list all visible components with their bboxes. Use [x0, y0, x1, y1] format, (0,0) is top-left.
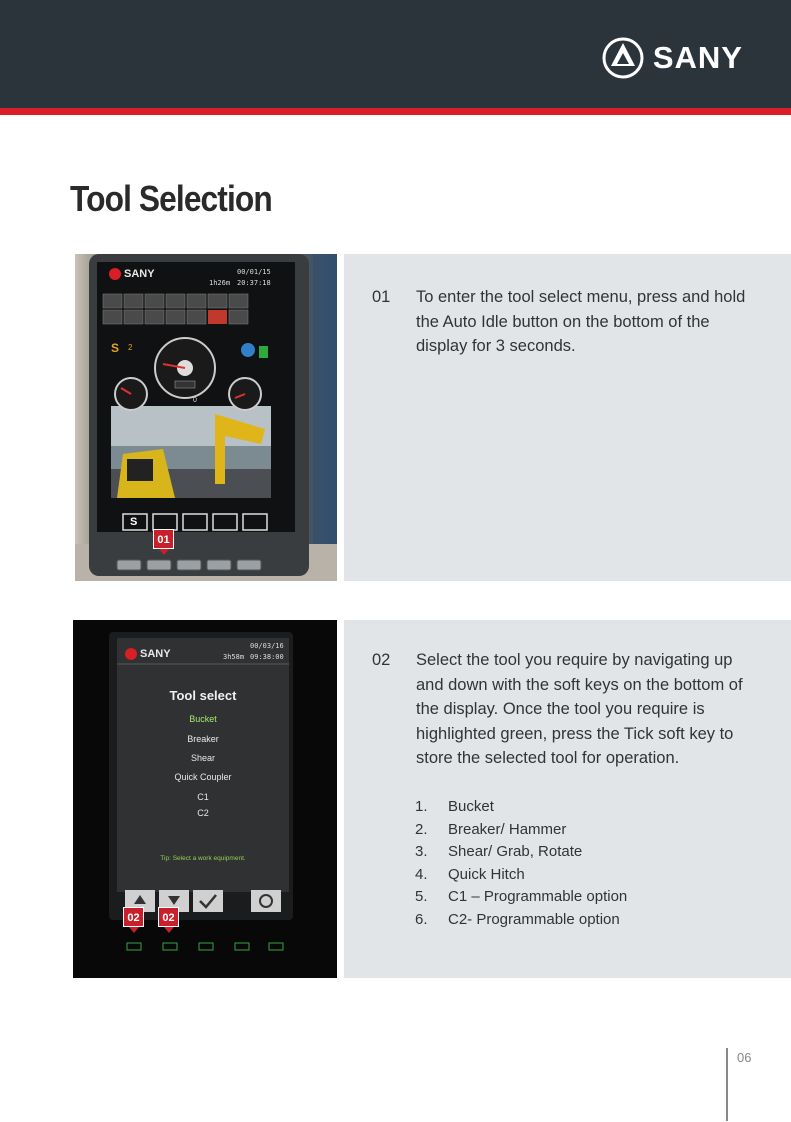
page-number: 06 [737, 1050, 752, 1065]
callout-01: 01 [153, 529, 174, 549]
list-item-number: 2. [415, 820, 428, 838]
display-time: 20:37:18 [237, 279, 271, 287]
list-item-number: 6. [415, 910, 428, 928]
tool-option-breaker[interactable]: Breaker [187, 734, 219, 744]
list-item-number: 3. [415, 843, 428, 861]
callout-02-down: 02 [158, 907, 179, 927]
page-number-rule [726, 1048, 728, 1121]
step2 [372, 648, 746, 771]
list-item-label: C2- Programmable option [448, 910, 620, 928]
tool-option-shear[interactable]: Shear [190, 753, 216, 763]
list-item-number: 1. [415, 798, 428, 815]
list-item-number: 5. [415, 888, 428, 906]
list-item-label: C1 – Programmable option [448, 888, 628, 906]
display-tip: Tip: Select a work equipment. [160, 855, 246, 862]
fuel-reading: 0 [193, 397, 197, 404]
list-item-label: Bucket [448, 798, 494, 815]
accent-stripe [0, 108, 791, 115]
display-date: 00/01/15 [237, 268, 271, 276]
tool-select-title: Tool select [169, 688, 237, 703]
list-item [415, 909, 627, 932]
display-time: 09:38:00 [250, 653, 284, 661]
display-hours: 1h26m [209, 279, 231, 287]
tool-list [415, 796, 627, 932]
step1-text: To enter the tool select menu, press and hold the Auto Idle button on the bottom of the display for 3 seconds. [416, 288, 746, 355]
display-date: 00/03/16 [250, 642, 284, 650]
speed-mode-label: S [111, 341, 120, 355]
step1-number: 01 [372, 288, 391, 306]
display-brand-text: SANY [124, 268, 155, 280]
display-hours: 3h58m [223, 653, 245, 661]
step2-text: Select the tool you require by navigating up and down with the soft keys on the bottom of the display. Once the tool you require is highlighted green, press the Tick soft key to store the selected tool for operation. [416, 651, 743, 767]
list-item [415, 841, 627, 864]
speed-mode-value: 2 [128, 343, 133, 352]
sany-emblem-icon [601, 36, 645, 80]
callout-02-up: 02 [123, 907, 144, 927]
step1-panel [344, 254, 791, 581]
display-brand [125, 648, 171, 660]
step1 [372, 285, 746, 359]
list-item [415, 864, 627, 887]
tool-option-quick-coupler[interactable]: Quick Coupler [174, 772, 232, 782]
soft-key-s[interactable]: S [130, 516, 138, 528]
display-brand [109, 268, 155, 280]
sany-emblem-icon [125, 648, 137, 660]
list-item [415, 796, 627, 819]
tool-option-c2[interactable]: C2 [197, 808, 209, 818]
header-bar [0, 0, 791, 108]
list-item-label: Breaker/ Hammer [448, 820, 567, 838]
step2-number: 02 [372, 651, 391, 669]
brand-wordmark: SANY [652, 40, 743, 75]
sany-emblem-icon [109, 268, 121, 280]
display-photo-tool-select [73, 620, 337, 978]
list-item [415, 886, 627, 909]
list-item [415, 819, 627, 842]
tool-option-bucket[interactable]: Bucket [189, 714, 217, 724]
list-item-label: Shear/ Grab, Rotate [448, 843, 583, 861]
list-item-label: Quick Hitch [448, 865, 525, 883]
sany-logo [601, 36, 743, 80]
tool-option-c1[interactable]: C1 [197, 792, 209, 802]
page-title: Tool Selection [70, 178, 272, 219]
display-photo-home [75, 254, 337, 581]
step2-panel [344, 620, 791, 978]
list-item-number: 4. [415, 865, 428, 883]
display-brand-text: SANY [140, 648, 171, 660]
